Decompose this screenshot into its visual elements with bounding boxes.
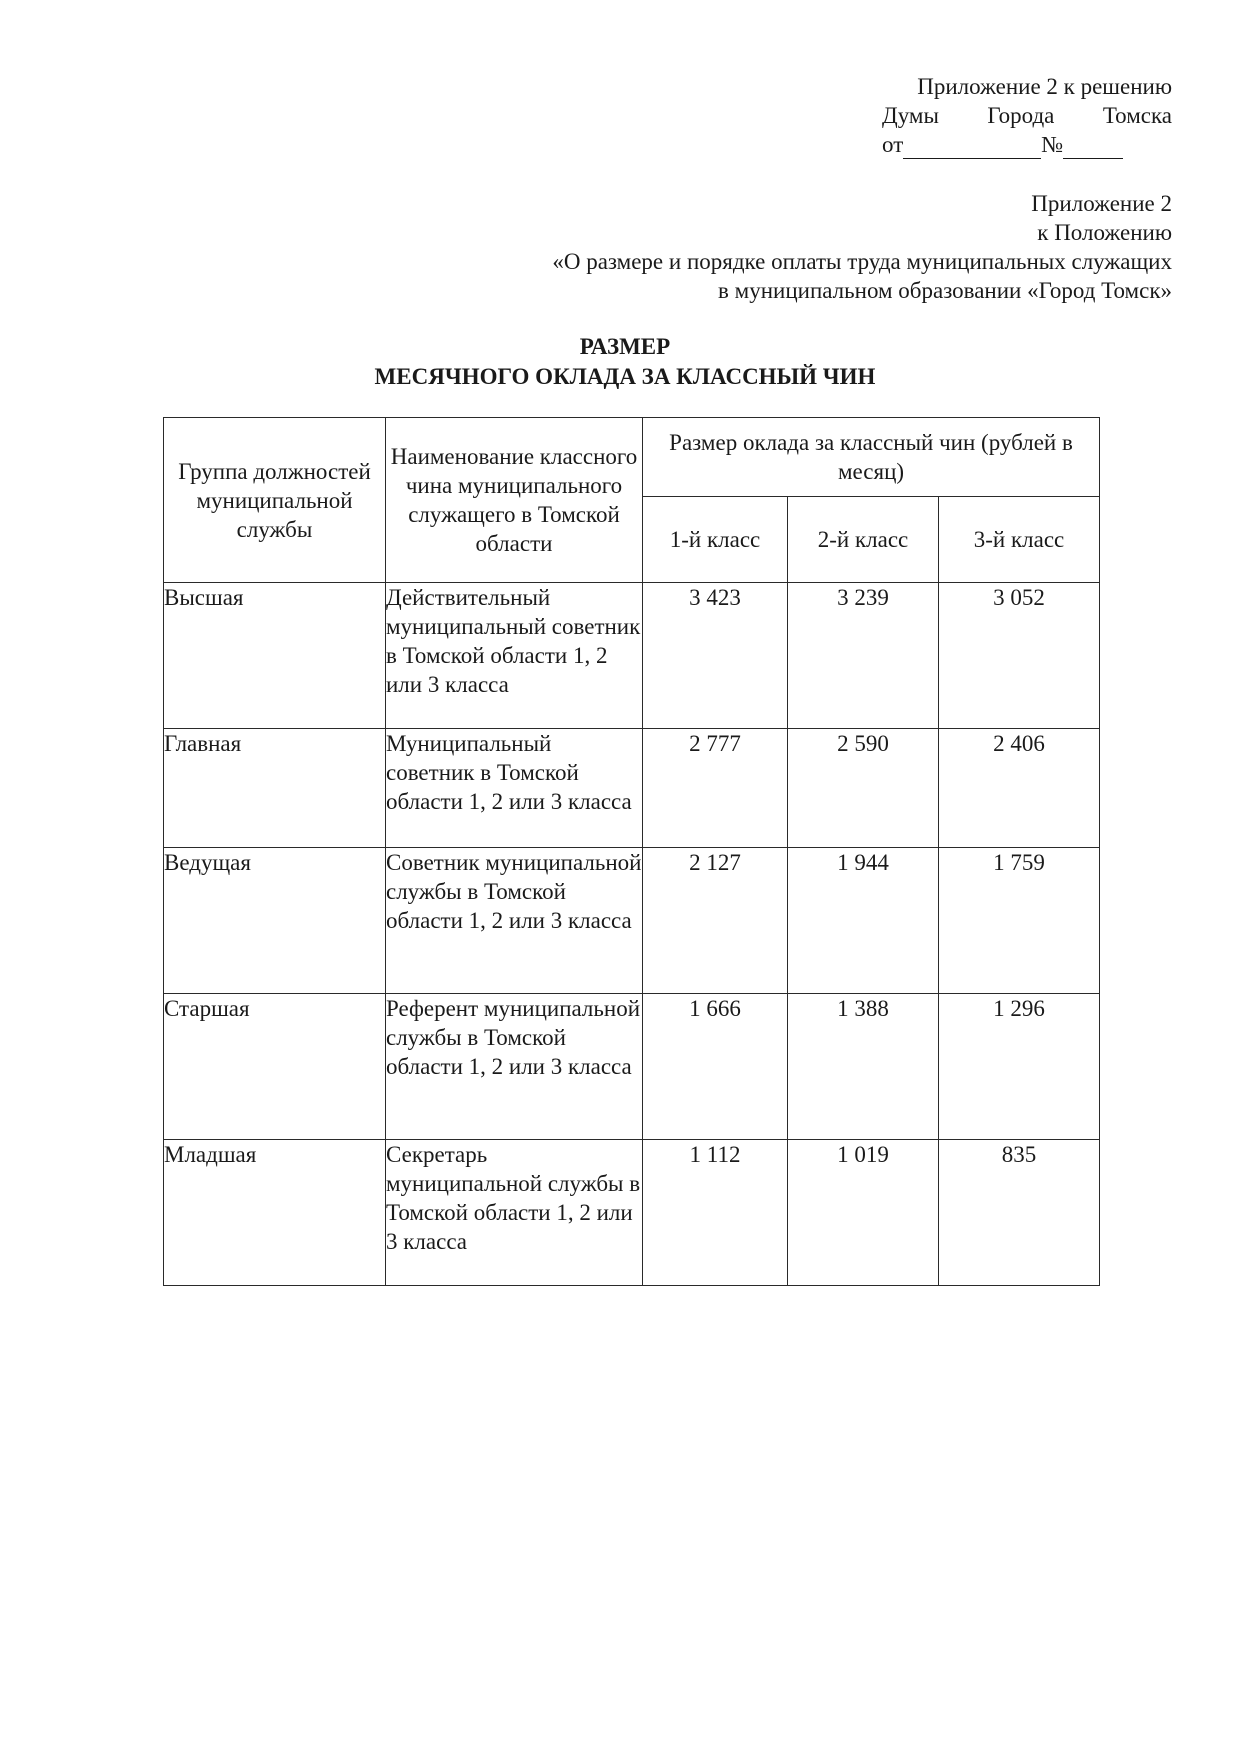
row-class-2-value: 3 239 (788, 583, 939, 729)
city-word: Города (987, 103, 1055, 128)
from-label: от (882, 132, 904, 157)
row-class-1-value: 3 423 (643, 583, 788, 729)
table-row (164, 1140, 1100, 1286)
row-class-2-value: 1 019 (788, 1140, 939, 1286)
row-class-3-value: 3 052 (939, 583, 1100, 729)
title-line-2: МЕСЯЧНОГО ОКЛАДА ЗА КЛАССНЫЙ ЧИН (374, 364, 876, 389)
row-rank-name: Референт муниципальной службы в Томской области 1, 2 или 3 класса (386, 994, 643, 1140)
row-class-3-value: 2 406 (939, 729, 1100, 848)
row-class-3-value: 1 759 (939, 848, 1100, 994)
city-duma-line (882, 101, 1172, 130)
row-class-1-value: 1 666 (643, 994, 788, 1140)
duma-word: Думы (882, 103, 939, 128)
table-row (164, 994, 1100, 1140)
row-group: Высшая (164, 583, 386, 729)
annex-to-decision-line: Приложение 2 к решению (917, 74, 1172, 99)
header-class-3: 3-й класс (939, 497, 1100, 583)
row-rank-name: Секретарь муниципальной службы в Томской области 1, 2 или 3 класса (386, 1140, 643, 1286)
row-group: Ведущая (164, 848, 386, 994)
row-class-2-value: 1 944 (788, 848, 939, 994)
header-position-group: Группа должностей муниципальной службы (164, 418, 386, 583)
row-group: Старшая (164, 994, 386, 1140)
row-group: Главная (164, 729, 386, 848)
document-title (0, 332, 1240, 392)
title-line-1: РАЗМЕР (579, 334, 671, 359)
table-row (164, 848, 1100, 994)
salary-table (163, 417, 1100, 1286)
header-class-2: 2-й класс (788, 497, 939, 583)
annex-line: Приложение 2 (1031, 191, 1172, 216)
row-class-1-value: 1 112 (643, 1140, 788, 1286)
to-regulation-line: к Положению (1037, 220, 1172, 245)
row-class-2-value: 1 388 (788, 994, 939, 1140)
number-sign: № (1041, 132, 1064, 157)
row-group: Младшая (164, 1140, 386, 1286)
table-row (164, 729, 1100, 848)
number-blank (1063, 136, 1123, 159)
regulation-title-line-2: в муниципальном образовании «Город Томск» (718, 278, 1172, 303)
row-rank-name: Действительный муниципальный советник в Томской области 1, 2 или 3 класса (386, 583, 643, 729)
table-row (164, 583, 1100, 729)
regulation-title-line-1: «О размере и порядке оплаты труда муниципальных служащих (552, 249, 1172, 274)
row-class-1-value: 2 777 (643, 729, 788, 848)
date-number-line (882, 130, 1172, 159)
header-class-1: 1-й класс (643, 497, 788, 583)
row-rank-name: Советник муниципальной службы в Томской области 1, 2 или 3 класса (386, 848, 643, 994)
regulation-annex-header (412, 189, 1172, 305)
row-class-3-value: 835 (939, 1140, 1100, 1286)
header-rank-name: Наименование классного чина муниципального служащего в Томской области (386, 418, 643, 583)
row-class-2-value: 2 590 (788, 729, 939, 848)
row-rank-name: Муниципальный советник в Томской области 1, 2 или 3 класса (386, 729, 643, 848)
row-class-3-value: 1 296 (939, 994, 1100, 1140)
decision-annex-header (882, 72, 1172, 159)
tomsk-word: Томска (1102, 103, 1172, 128)
header-salary-size: Размер оклада за классный чин (рублей в месяц) (643, 418, 1100, 497)
date-blank (903, 136, 1041, 159)
row-class-1-value: 2 127 (643, 848, 788, 994)
